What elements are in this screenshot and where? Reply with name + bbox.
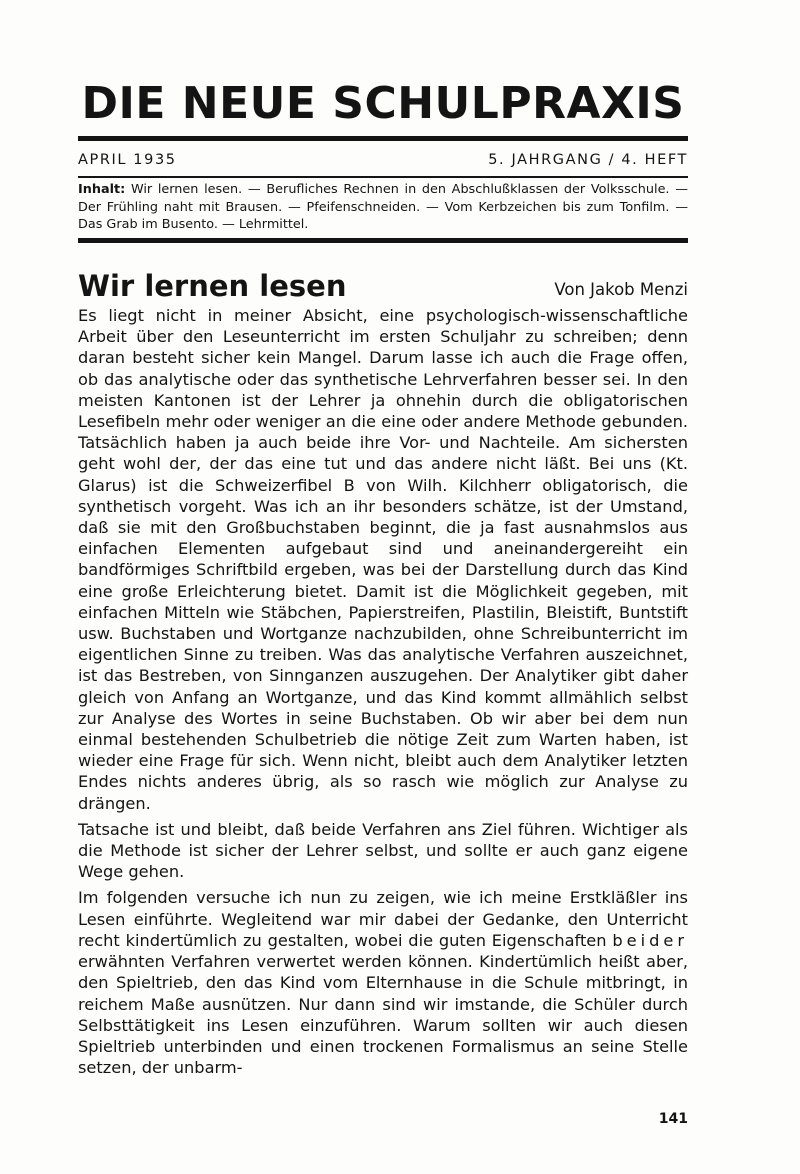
- contents-label: Inhalt:: [78, 182, 126, 197]
- contents-text: Wir lernen lesen. — Berufliches Rechnen in den Abschlußklassen der Volksschule. — Der Frühling naht mit Brausen. — Pfeifenschneiden. — Vom Kerbzeichen bis zum Tonfilm. — Das Grab im Busento. — Lehrmittel.: [78, 182, 688, 232]
- page-number: 141: [658, 1111, 688, 1127]
- issue-rule: [78, 176, 688, 178]
- table-of-contents: [78, 181, 688, 234]
- issue-line: [78, 150, 688, 170]
- masthead-rule: [78, 136, 688, 141]
- contents-rule: [78, 238, 688, 243]
- paragraph-part: Im folgenden versuche ich nun zu zeigen, wie ich meine Erstkläßler ins Lesen einführte. Wegleitend war mir dabei der Gedanke, den Unterricht recht kindertümlich zu gestalten, wobei die guten Eigenschaften: [78, 888, 688, 950]
- article-title: Wir lernen lesen: [78, 269, 347, 303]
- article-body: [78, 305, 688, 1083]
- article-author: Von Jakob Menzi: [554, 280, 688, 299]
- paragraph: [78, 887, 688, 1078]
- paragraph-part: erwähnten Verfahren verwertet werden können. Kindertümlich heißt aber, den Spieltrieb, den das Kind vom Elternhause in die Schule mitbringt, in reichem Maße ausnützen. Nur dann sind wir imstande, die Schüler durch Selbsttätigkeit ins Lesen einzuführen. Warum sollten wir auch diesen Spieltrieb unterbinden und einen trockenen Formalismus an seine Stelle setzen, der unbarm-: [78, 952, 688, 1078]
- issue-date: APRIL 1935: [78, 152, 177, 168]
- paragraph: Tatsache ist und bleibt, daß beide Verfahren ans Ziel führen. Wichtiger als die Methode ist sicher der Lehrer selbst, und sollte er auch ganz eigene Wege gehen.: [78, 819, 688, 882]
- article-header: [78, 266, 688, 306]
- issue-number: 5. JAHRGANG / 4. HEFT: [488, 152, 688, 168]
- paragraph: Es liegt nicht in meiner Absicht, eine psychologisch-wissenschaftliche Arbeit über den Leseunterricht im ersten Schuljahr zu schreiben; denn daran besteht sicher kein Mangel. Darum lasse ich auch die Frage offen, ob das analytische oder das synthetische Lehrverfahren besser sei. In den meisten Kantonen ist der Lehrer ja ohnehin durch die obligatorischen Lesefibeln mehr oder weniger an die eine oder andere Methode gebunden. Tatsächlich haben ja auch beide ihre Vor- und Nachteile. Am sichersten geht wohl der, der das eine tut und das andere nicht läßt. Bei uns (Kt. Glarus) ist die Schweizerfibel B von Wilh. Kilchherr obligatorisch, die synthetisch vorgeht. Was ich an ihr besonders schätze, ist der Umstand, daß sie mit den Großbuchstaben beginnt, die ja fast ausnahmslos aus einfachen Elementen aufgebaut sind und aneinandergereiht ein bandförmiges Schriftbild ergeben, was bei der Darstellung durch das Kind eine große Erleichterung bietet. Damit ist die Möglichkeit gegeben, mit einfachen Mitteln wie Stäbchen, Papierstreifen, Plastilin, Bleistift, Buntstift usw. Buchstaben und Wortganze nachzubilden, ohne Schreibunterricht im eigentlichen Sinne zu treiben. Was das analytische Verfahren auszeichnet, ist das Bestreben, von Sinnganzen auszugehen. Der Analytiker gibt daher gleich von Anfang an Wortganze, und das Kind kommt allmählich selbst zur Analyse des Wortes in seine Buchstaben. Ob wir aber bei dem nun einmal bestehenden Schulbetrieb die nötige Zeit zum Warten haben, ist wieder eine Frage für sich. Wenn nicht, bleibt auch dem Analytiker letzten Endes nichts anderes übrig, als so rasch wie möglich zur Analyse zu drängen.: [78, 306, 688, 813]
- journal-title: DIE NEUE SCHULPRAXIS: [81, 78, 685, 129]
- emphasized-word: beider: [612, 930, 688, 950]
